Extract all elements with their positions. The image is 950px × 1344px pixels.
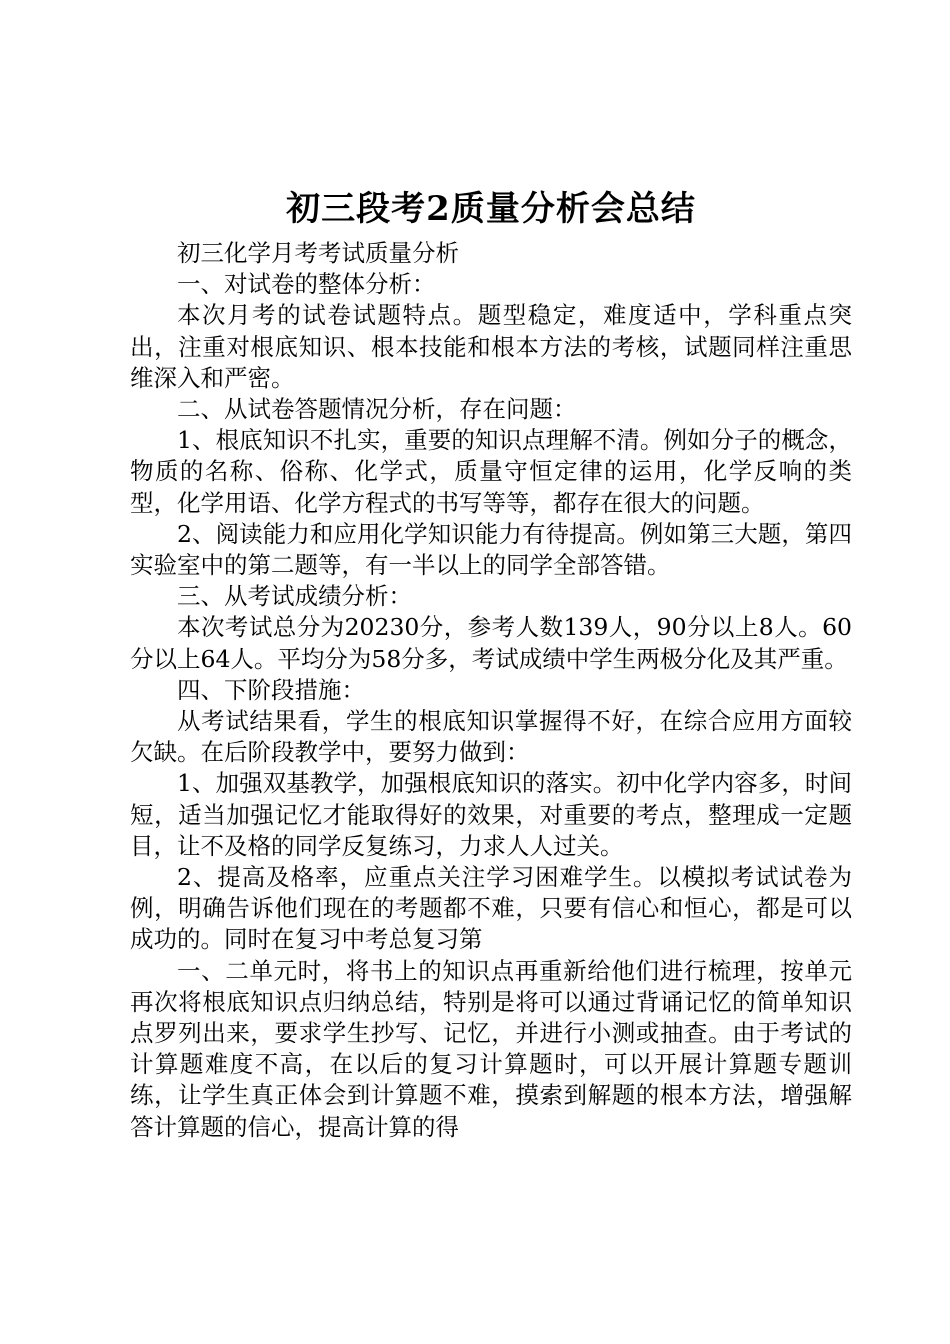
paragraph-section-1-body: 本次月考的试卷试题特点。题型稳定，难度适中，学科重点突出，注重对根底知识、根本技能和根本方法的考核，试题同样注重思维深入和严密。 bbox=[130, 301, 852, 392]
paragraph-section-3-body: 本次考试总分为20230分，参考人数139人，90分以上8人。60分以上64人。平均分为58分多，考试成绩中学生两极分化及其严重。 bbox=[130, 613, 852, 673]
document-title: 初三段考2质量分析会总结 bbox=[286, 189, 696, 229]
paragraph-section-4-heading: 四、下阶段措施： bbox=[177, 675, 365, 704]
paragraph-section-4-intro: 从考试结果看，学生的根底知识掌握得不好，在综合应用方面较欠缺。在后阶段教学中，要努力做到： bbox=[130, 707, 852, 767]
paragraph-section-4-continued: 一、二单元时，将书上的知识点再重新给他们进行梳理，按单元再次将根底知识点归纳总结，特别是将可以通过背诵记忆的简单知识点罗列出来，要求学生抄写、记忆，并进行小测或抽查。由于考试的计算题难度不高，在以后的复习计算题时，可以开展计算题专题训练，让学生真正体会到计算题不难，摸索到解题的根本方法，增强解答计算题的信心，提高计算的得 bbox=[130, 956, 852, 1141]
paragraph-section-2-item-2: 2、阅读能力和应用化学知识能力有待提高。例如第三大题，第四实验室中的第二题等，有一半以上的同学全部答错。 bbox=[130, 519, 852, 580]
document-page bbox=[130, 186, 852, 1143]
paragraph-exam-analysis-heading: 初三化学月考考试质量分析 bbox=[177, 239, 459, 267]
paragraph-section-1-heading: 一、对试卷的整体分析： bbox=[177, 270, 436, 299]
paragraph-section-2-item-1: 1、根底知识不扎实，重要的知识点理解不清。例如分子的概念，物质的名称、俗称、化学式，质量守恒定律的运用，化学反响的类型，化学用语、化学方程式的书写等等，都存在很大的问题。 bbox=[130, 426, 852, 517]
paragraph-section-4-item-2: 2、提高及格率，应重点关注学习困难学生。以模拟考试试卷为例，明确告诉他们现在的考题都不难，只要有信心和恒心，都是可以成功的。同时在复习中考总复习第 bbox=[130, 863, 852, 954]
paragraph-section-4-item-1: 1、加强双基教学，加强根底知识的落实。初中化学内容多，时间短，适当加强记忆才能取得好的效果，对重要的考点，整理成一定题目，让不及格的同学反复练习，力求人人过关。 bbox=[130, 769, 852, 860]
paragraph-section-3-heading: 三、从考试成绩分析： bbox=[177, 582, 412, 611]
paragraph-section-2-heading: 二、从试卷答题情况分析，存在问题： bbox=[177, 395, 577, 424]
